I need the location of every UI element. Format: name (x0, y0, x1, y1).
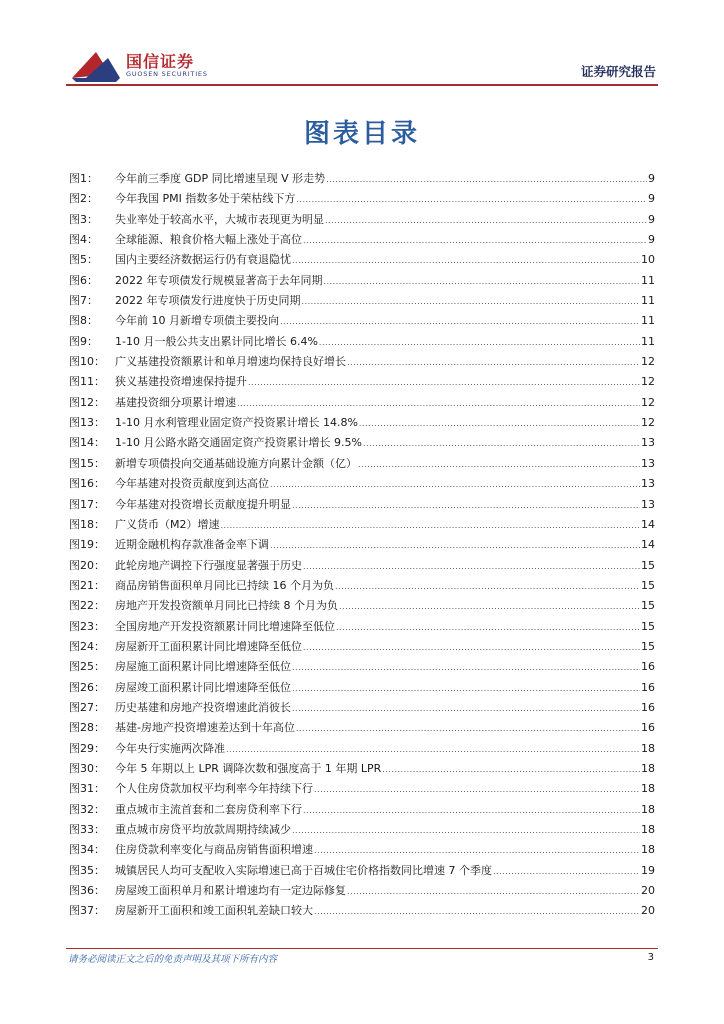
toc-figure-title: 1-10 月一般公共支出累计同比增长 6.4% (115, 334, 318, 348)
company-name-en: GUOSEN SECURITIES (126, 70, 208, 78)
toc-entry[interactable] (69, 312, 655, 332)
toc-figure-number: 图35： (69, 863, 105, 877)
toc-page-number: 13 (641, 477, 655, 491)
toc-entry[interactable] (69, 353, 655, 373)
toc-figure-title: 城镇居民人均可支配收入实际增速已高于百城住宅价格指数同比增速 7 个季度 (115, 863, 492, 877)
toc-figure-number: 图25： (69, 660, 105, 674)
toc-figure-number: 图9： (69, 334, 98, 348)
toc-figure-title: 2022 年专项债发行进度快于历史同期 (115, 294, 301, 308)
toc-leader-dots (324, 277, 641, 286)
toc-figure-number: 图21： (69, 578, 105, 592)
toc-entry[interactable] (69, 740, 655, 760)
toc-leader-dots (347, 358, 640, 367)
toc-page-number: 13 (641, 436, 655, 450)
toc-figure-title: 商品房销售面积单月同比已持续 16 个月为负 (115, 578, 334, 592)
toc-entry[interactable] (69, 190, 655, 210)
toc-figure-title: 1-10 月公路水路交通固定资产投资累计增长 9.5% (115, 436, 362, 450)
toc-figure-title: 历史基建和房地产投资增速此消彼长 (115, 700, 291, 714)
toc-figure-title: 重点城市房贷平均放款周期持续减少 (115, 823, 291, 836)
toc-leader-dots (336, 623, 640, 632)
toc-entry[interactable] (69, 902, 655, 922)
toc-figure-number: 图17： (69, 497, 105, 511)
toc-page-number: 18 (641, 802, 655, 816)
toc-figure-title: 房地产开发投资额单月同比已持续 8 个月为负 (115, 599, 338, 613)
toc-page-number: 10 (641, 253, 655, 267)
toc-figure-number: 图31： (69, 782, 105, 796)
toc-entry[interactable] (69, 638, 655, 658)
toc-leader-dots (221, 521, 641, 530)
page-title: 图表目录 (303, 119, 420, 149)
toc-page-number: 11 (641, 294, 655, 308)
toc-figure-number: 图23： (69, 619, 105, 633)
toc-entry[interactable] (69, 577, 655, 597)
toc-page-number: 13 (641, 456, 655, 470)
toc-entry[interactable] (69, 475, 655, 495)
toc-leader-dots (270, 541, 640, 550)
toc-leader-dots (292, 684, 640, 693)
toc-figure-title: 全球能源、粮食价格大幅上涨处于高位 (115, 233, 302, 247)
toc-figure-title: 重点城市主流首套和二套房贷利率下行 (115, 802, 302, 816)
toc-entry[interactable] (69, 780, 655, 800)
toc-figure-title: 广义基建投资额累计和单月增速均保持良好增长 (115, 355, 346, 369)
toc-page-number: 15 (641, 578, 655, 592)
toc-figure-number: 图22： (69, 599, 105, 613)
toc-entry[interactable] (69, 455, 655, 475)
toc-figure-number: 图15： (69, 456, 105, 470)
toc-figure-title: 全国房地产开发投资额累计同比增速降至低位 (115, 619, 335, 633)
toc-figure-title: 国内主要经济数据运行仍有衰退隐忧 (115, 253, 291, 267)
toc-leader-dots (303, 806, 640, 815)
toc-entry[interactable] (69, 760, 655, 780)
toc-leader-dots (359, 419, 640, 428)
toc-figure-title: 新增专项债投向交通基础设施方向累计金额（亿） (115, 456, 357, 470)
toc-page-number: 12 (641, 416, 655, 430)
toc-figure-title: 住房贷款利率变化与商品房销售面积增速 (115, 843, 313, 857)
toc-figure-number: 图11： (69, 375, 105, 389)
toc-figure-number: 图12： (69, 395, 105, 409)
toc-page-number: 9 (648, 233, 655, 247)
toc-page-number: 11 (641, 273, 655, 287)
toc-entry[interactable] (69, 841, 655, 861)
toc-page-number: 18 (641, 782, 655, 796)
toc-figure-number: 图10： (69, 355, 105, 369)
toc-page-number: 9 (648, 192, 655, 206)
toc-leader-dots (314, 907, 640, 916)
toc-leader-dots (280, 317, 640, 326)
toc-figure-number: 图8： (69, 314, 98, 328)
toc-figure-title: 今年我国 PMI 指数多处于荣枯线下方 (115, 192, 296, 206)
toc-page-number: 16 (641, 660, 655, 674)
toc-figure-number: 图34： (69, 843, 105, 857)
toc-page-number: 9 (648, 212, 655, 226)
toc-figure-number: 图32： (69, 802, 105, 816)
toc-figure-number: 图5： (69, 253, 98, 267)
toc-leader-dots (270, 480, 640, 489)
toc-page-number: 16 (641, 721, 655, 735)
toc-entry[interactable] (69, 597, 655, 617)
toc-leader-dots (382, 765, 640, 774)
toc-figure-title: 今年前三季度 GDP 同比增速呈现 V 形走势 (115, 172, 326, 185)
report-type-label: 证券研究报告 (580, 64, 656, 79)
toc-leader-dots (237, 399, 640, 408)
toc-page-number: 12 (641, 395, 655, 409)
toc-leader-dots (339, 602, 640, 611)
toc-page-number: 18 (641, 823, 655, 836)
toc-page-number: 15 (641, 599, 655, 613)
toc-page-number: 9 (648, 172, 655, 185)
company-name-cn: 国信证券 (126, 52, 195, 71)
toc-figure-title: 房屋新开工面积累计同比增速降至低位 (115, 639, 302, 653)
toc-leader-dots (226, 745, 640, 754)
toc-entry[interactable] (69, 251, 655, 271)
toc-page-number: 11 (641, 334, 655, 348)
toc-page-number: 19 (641, 863, 655, 877)
toc-page-number: 15 (641, 558, 655, 572)
toc-leader-dots (292, 501, 640, 510)
toc-figure-title: 基建投资细分项累计增速 (115, 395, 236, 409)
toc-page-number: 16 (641, 680, 655, 694)
toc-leader-dots (292, 704, 640, 713)
toc-figure-title: 1-10 月水利管理业固定资产投资累计增长 14.8% (115, 416, 358, 430)
toc-leader-dots (325, 216, 647, 225)
toc-figure-number: 图1： (69, 172, 98, 185)
toc-figure-title: 今年基建对投资增长贡献度提升明显 (115, 497, 291, 511)
toc-leader-dots (292, 663, 640, 672)
toc-figure-title: 狭义基建投资增速保持提升 (115, 375, 247, 389)
toc-leader-dots (303, 643, 640, 652)
toc-figure-title: 2022 年专项债发行规模显著高于去年同期 (115, 273, 323, 287)
toc-figure-title: 房屋竣工面积单月和累计增速均有一定边际修复 (115, 884, 346, 898)
toc-entry[interactable] (69, 373, 655, 393)
disclaimer-text: 请务必阅读正文之后的免责声明及其项下所有内容 (68, 954, 278, 965)
toc-page-number: 16 (641, 700, 655, 714)
guosen-logo-icon (70, 48, 122, 84)
toc-entry[interactable] (69, 333, 655, 353)
toc-leader-dots (335, 582, 640, 591)
toc-page-number: 12 (641, 375, 655, 389)
toc-figure-number: 图24： (69, 639, 105, 653)
toc-figure-number: 图27： (69, 700, 105, 714)
header-divider (66, 84, 658, 86)
toc-entry[interactable] (69, 231, 655, 251)
toc-figure-number: 图14： (69, 436, 105, 450)
toc-figure-number: 图3： (69, 212, 98, 226)
toc-figure-title: 个人住房贷款加权平均利率今年持续下行 (115, 782, 313, 796)
toc-figure-title: 今年基建对投资贡献度到达高位 (115, 477, 269, 491)
toc-leader-dots (302, 297, 641, 306)
page-header (0, 0, 724, 90)
toc-page-number: 15 (641, 619, 655, 633)
toc-page-number: 13 (641, 497, 655, 511)
toc-figure-title: 房屋新开工面积和竣工面积轧差缺口较大 (115, 904, 313, 918)
toc-leader-dots (314, 846, 640, 855)
toc-leader-dots (292, 826, 640, 835)
toc-leader-dots (358, 460, 640, 469)
toc-page-number: 12 (641, 355, 655, 369)
toc-figure-title: 此轮房地产调控下行强度显著强于历史 (115, 558, 302, 572)
toc-figure-title: 今年央行实施两次降准 (115, 741, 225, 755)
toc-leader-dots (303, 236, 647, 245)
toc-page-number: 11 (641, 314, 655, 328)
toc-leader-dots (303, 562, 640, 571)
toc-figure-number: 图18： (69, 517, 105, 531)
toc-figure-title: 基建-房地产投资增速差达到十年高位 (115, 721, 295, 735)
toc-page-number: 14 (641, 517, 655, 531)
toc-entry[interactable] (69, 434, 655, 454)
figure-list (69, 170, 655, 923)
toc-figure-title: 广义货币（M2）增速 (115, 517, 220, 531)
toc-entry[interactable] (69, 658, 655, 678)
toc-entry[interactable] (69, 536, 655, 556)
toc-figure-number: 图36： (69, 884, 105, 898)
toc-page-number: 18 (641, 843, 655, 857)
toc-leader-dots (296, 195, 647, 204)
toc-figure-number: 图30： (69, 761, 105, 775)
toc-entry[interactable] (69, 292, 655, 312)
toc-page-number: 14 (641, 538, 655, 552)
toc-leader-dots (296, 724, 640, 733)
toc-entry[interactable] (69, 699, 655, 719)
footer-divider (66, 948, 658, 949)
toc-entry[interactable] (69, 211, 655, 231)
toc-entry[interactable] (69, 516, 655, 536)
toc-page-number: 15 (641, 639, 655, 653)
toc-figure-number: 图37： (69, 904, 105, 918)
toc-figure-title: 房屋竣工面积累计同比增速降至低位 (115, 680, 291, 694)
toc-figure-number: 图2： (69, 192, 98, 206)
toc-leader-dots (347, 887, 640, 896)
toc-figure-title: 近期金融机构存款准备金率下调 (115, 538, 269, 552)
toc-figure-number: 图33： (69, 823, 105, 836)
toc-figure-number: 图13： (69, 416, 105, 430)
toc-entry[interactable] (69, 496, 655, 516)
toc-figure-title: 今年前 10 月新增专项债主要投向 (115, 314, 279, 328)
toc-entry[interactable] (69, 801, 655, 821)
toc-leader-dots (314, 785, 640, 794)
toc-leader-dots (319, 338, 640, 347)
toc-entry[interactable] (69, 719, 655, 739)
toc-leader-dots (292, 256, 640, 265)
toc-leader-dots (326, 175, 647, 184)
toc-page-number: 18 (641, 741, 655, 755)
toc-figure-number: 图4： (69, 233, 98, 247)
toc-entry[interactable] (69, 618, 655, 638)
page-number: 3 (647, 952, 654, 963)
toc-entry[interactable] (69, 557, 655, 577)
toc-figure-number: 图29： (69, 741, 105, 755)
toc-entry[interactable] (69, 862, 655, 882)
toc-figure-number: 图26： (69, 680, 105, 694)
toc-figure-number: 图28： (69, 721, 105, 735)
toc-page-number: 20 (641, 904, 655, 918)
toc-entry[interactable] (69, 170, 655, 190)
toc-figure-number: 图19： (69, 538, 105, 552)
toc-entry[interactable] (69, 414, 655, 434)
toc-leader-dots (248, 378, 640, 387)
toc-figure-title: 失业率处于较高水平，大城市表现更为明显 (115, 212, 324, 226)
toc-entry[interactable] (69, 679, 655, 699)
guosen-logo (70, 48, 220, 88)
toc-figure-number: 图20： (69, 558, 105, 572)
toc-figure-title: 房屋施工面积累计同比增速降至低位 (115, 660, 291, 674)
toc-figure-number: 图7： (69, 294, 98, 308)
toc-figure-number: 图16： (69, 477, 105, 491)
toc-entry[interactable] (69, 394, 655, 414)
toc-figure-number: 图6： (69, 273, 98, 287)
toc-entry[interactable] (69, 272, 655, 292)
toc-page-number: 20 (641, 884, 655, 898)
toc-leader-dots (363, 439, 640, 448)
toc-leader-dots (493, 867, 640, 876)
toc-entry[interactable] (69, 882, 655, 902)
toc-figure-title: 今年 5 年期以上 LPR 调降次数和强度高于 1 年期 LPR (115, 761, 382, 775)
toc-entry[interactable] (69, 821, 655, 841)
toc-page-number: 18 (641, 761, 655, 775)
